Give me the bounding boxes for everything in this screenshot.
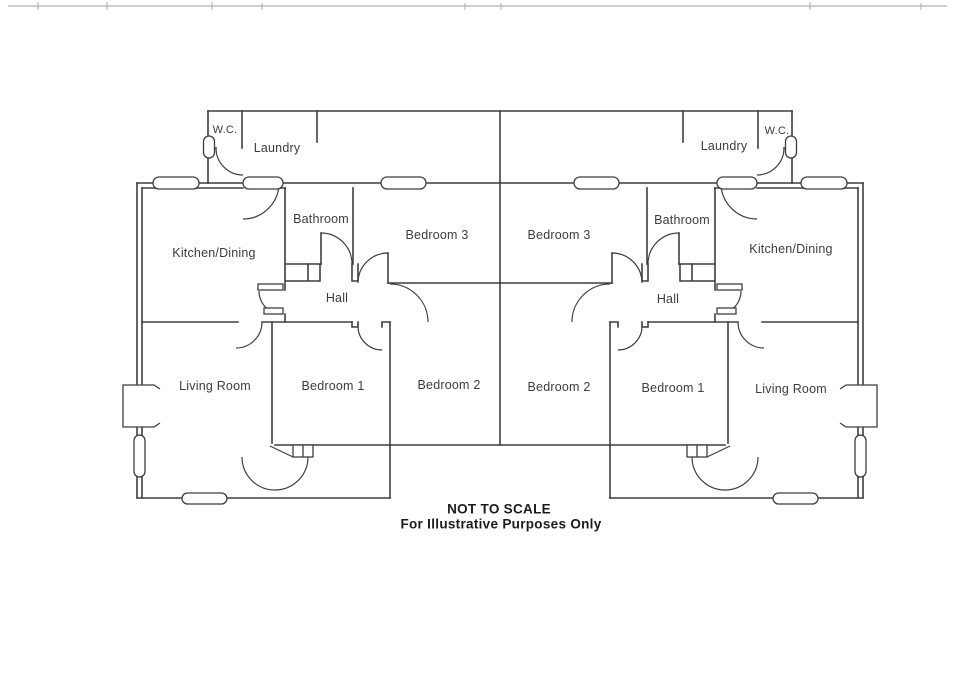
floor-plan-unit-left [123,111,500,504]
room-label-living-room-left: Living Room [179,379,251,393]
living-room-door-arc [236,322,262,348]
walls [137,111,500,498]
bedroom3-door-arc [358,253,388,283]
bedroom3-window [381,177,426,189]
front-door-swing-arc [242,457,308,490]
room-label-bathroom-right: Bathroom [654,213,710,227]
door-arcs [216,148,428,490]
kitchen-window [153,177,199,189]
bathroom-door-arc [321,233,352,264]
room-label-hall-right: Hall [656,292,680,306]
entrance-threshold [243,177,283,189]
room-label-bedroom2-left: Bedroom 2 [417,378,481,392]
room-label-wc-left: W.C. [212,124,238,136]
scan-edge-artifact [8,2,947,10]
room-label-bedroom2-right: Bedroom 2 [527,380,591,394]
room-label-bedroom1-left: Bedroom 1 [301,379,365,393]
room-label-bathroom-left: Bathroom [293,212,349,226]
room-label-bedroom3-right: Bedroom 3 [527,228,591,242]
room-label-laundry-right: Laundry [700,139,748,153]
front-door-leaf [270,446,293,457]
kitchen-door-jamb-top [258,284,283,290]
living-room-side-window [134,435,145,477]
room-label-bedroom3-left: Bedroom 3 [405,228,469,242]
note-not-to-scale: NOT TO SCALE [447,501,551,517]
room-label-hall-left: Hall [325,291,349,305]
living-room-bottom-window [182,493,227,504]
room-label-kitchen-dining-right: Kitchen/Dining [749,242,833,256]
kitchen-door-jamb-bottom [264,308,283,314]
room-label-wc-right: W.C. [764,125,790,137]
wc-door-arc [216,148,243,175]
bedroom2-door-arc [390,284,428,322]
note-illustrative-purposes: For Illustrative Purposes Only [400,516,602,532]
room-label-living-room-right: Living Room [755,382,827,396]
room-label-bedroom1-right: Bedroom 1 [641,381,705,395]
room-label-laundry-left: Laundry [253,141,301,155]
wc-window [204,136,215,158]
bedroom1-door-arc [358,327,382,350]
floor-plan-unit-right [500,111,877,504]
room-label-kitchen-dining-left: Kitchen/Dining [172,246,256,260]
bay-window [123,385,160,427]
